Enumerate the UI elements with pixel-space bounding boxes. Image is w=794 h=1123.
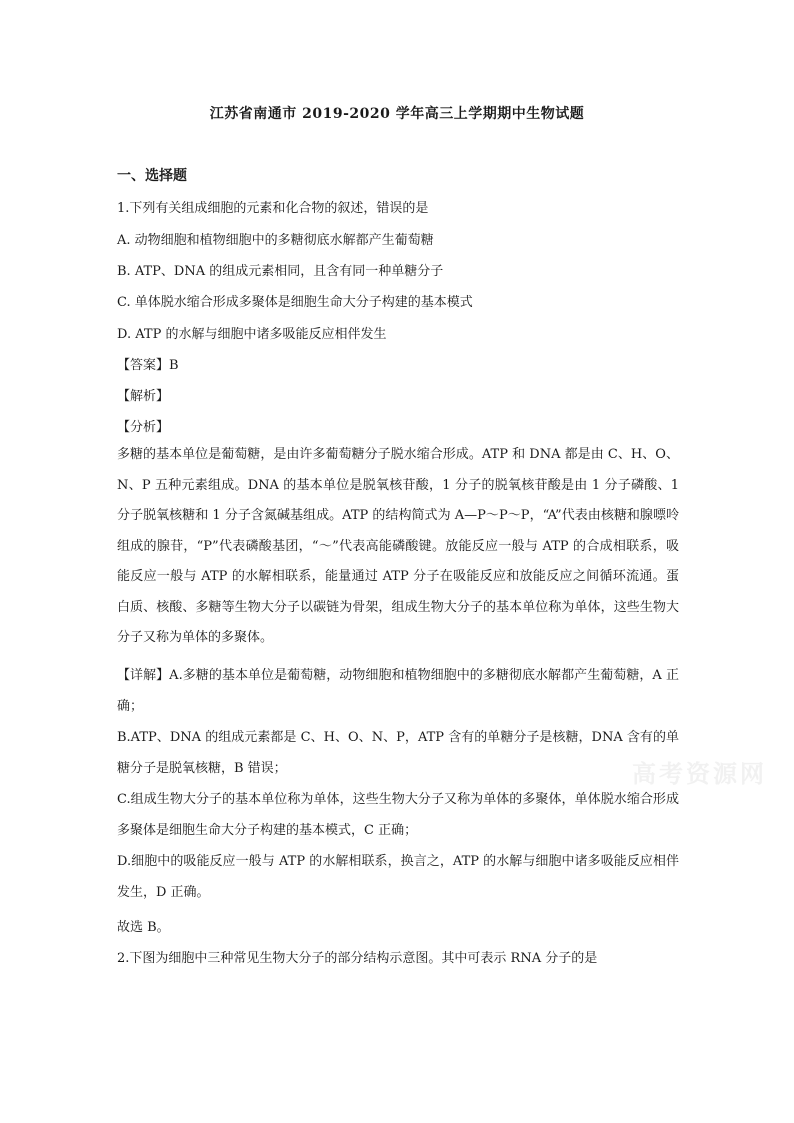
analysis-paragraph: 多糖的基本单位是葡萄糖，是由许多葡萄糖分子脱水缩合形成。ATP 和 DNA 都是由 C、H、O、N、P 五种元素组成。DNA 的基本单位是脱氧核苷酸，1 分子的脱氧核苷酸是由 1 分子磷酸、1 分子脱氧核糖和 1 分子含氮碱基组成。ATP 的结构简式为 A—P～P～P，“A”代表由核糖和腺嘌呤组成的腺苷，“P”代表磷酸基团，“～”代表高能磷酸键。放能反应一般与 ATP 的合成相联系，吸能反应一般与 ATP 的水解相联系，能量通过 ATP 分子在吸能反应和放能反应之间循环流通。蛋白质、核酸、多糖等生物大分子以碳链为骨架，组成生物大分子的基本单位称为单体，这些生物大分子又称为单体的多聚体。 [117,447,679,645]
detail-d-paragraph: D.细胞中的吸能反应一般与 ATP 的水解相联系，换言之，ATP 的水解与细胞中诸多吸能反应相伴发生，D 正确。 [117,854,679,900]
question-1-option-d: D. ATP 的水解与细胞中诸多吸能反应相伴发生 [117,327,387,342]
conclusion-text: 故选 B。 [117,920,170,935]
question-1-option-b: B. ATP、DNA 的组成元素相同，且含有同一种单糖分子 [117,264,444,279]
question-2-stem: 2.下图为细胞中三种常见生物大分子的部分结构示意图。其中可表示 RNA 分子的是 [117,951,598,966]
analysis-label: 【分析】 [117,420,170,435]
watermark: 高考资源网 [632,759,767,788]
explanation-label: 【解析】 [117,389,170,404]
question-1-option-c: C. 单体脱水缩合形成多聚体是细胞生命大分子构建的基本模式 [117,295,473,310]
detail-b-paragraph: B.ATP、DNA 的组成元素都是 C、H、O、N、P，ATP 含有的单糖分子是核糖，DNA 含有的单糖分子是脱氧核糖，B 错误； [117,730,679,776]
answer-label: 【答案】B [117,358,179,373]
question-1-option-a: A. 动物细胞和植物细胞中的多糖彻底水解都产生葡萄糖 [117,233,434,248]
page-title: 江苏省南通市 2019-2020 学年高三上学期期中生物试题 [209,106,585,122]
detail-c-paragraph: C.组成生物大分子的基本单位称为单体，这些生物大分子又称为单体的多聚体，单体脱水缩合形成多聚体是细胞生命大分子构建的基本模式，C 正确； [117,792,679,838]
detail-a-paragraph: 【详解】A.多糖的基本单位是葡萄糖，动物细胞和植物细胞中的多糖彻底水解都产生葡萄糖，A 正确； [117,668,679,714]
question-1-stem: 1.下列有关组成细胞的元素和化合物的叙述，错误的是 [117,201,429,216]
section-heading: 一、选择题 [117,168,187,184]
